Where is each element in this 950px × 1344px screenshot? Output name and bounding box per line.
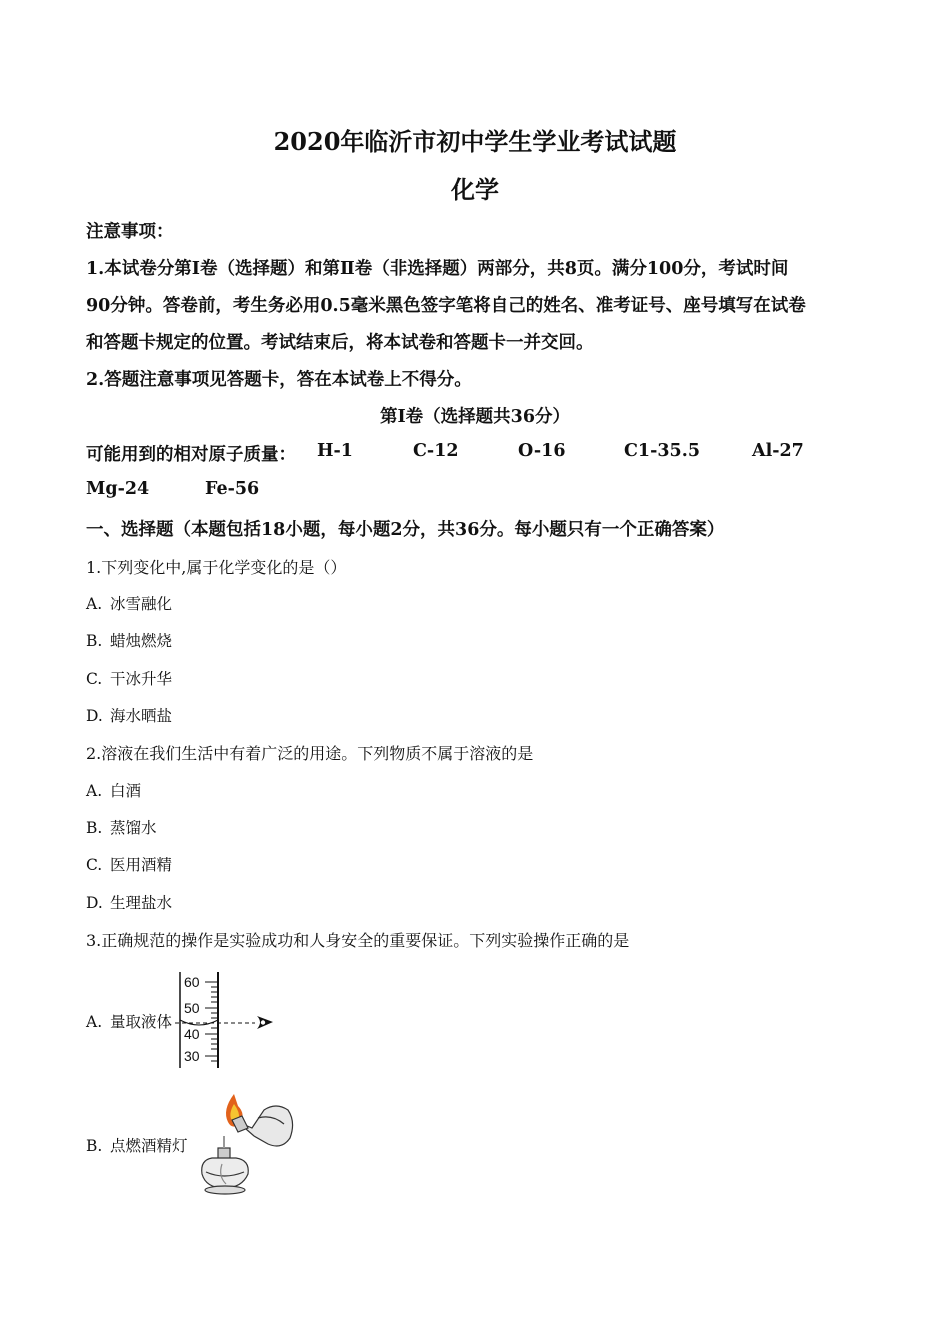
atomic-mass-fe: Fe-56 [205, 479, 260, 499]
question-3-option-b [86, 1134, 188, 1156]
cylinder-label-30: 30 [184, 1048, 200, 1064]
option-text: 点燃酒精灯 [110, 1137, 188, 1155]
atomic-mass-cl: C1-35.5 [624, 441, 700, 461]
option-letter: A. [86, 595, 103, 613]
exam-subject: 化学 [451, 175, 499, 204]
option-text: 蜡烛燃烧 [110, 632, 173, 650]
atomic-mass-mg: Mg-24 [86, 479, 150, 499]
notice-line-4: 2.答题注意事项见答题卡，答在本试卷上不得分。 [86, 370, 472, 390]
notice-line-1: 1.本试卷分第Ⅰ卷（选择题）和第Ⅱ卷（非选择题）两部分，共8页。满分100分，考试时间 [86, 259, 789, 279]
exam-title: 2020年临沂市初中学生学业考试试题 [273, 127, 677, 156]
part1-heading: 第I卷（选择题共36分） [379, 407, 571, 427]
question-2-option-a [86, 779, 141, 801]
atomic-mass-o: O-16 [518, 441, 566, 461]
eye-icon [257, 1016, 273, 1029]
option-text: 白酒 [110, 782, 142, 800]
option-letter: D. [86, 894, 103, 912]
notice-heading: 注意事项： [86, 222, 174, 242]
graduated-cylinder-figure [175, 970, 285, 1070]
question-2-option-c [86, 853, 172, 875]
question-3-option-a [86, 1010, 172, 1032]
question-1-option-a [86, 592, 172, 614]
option-letter: A. [86, 1013, 103, 1031]
option-letter: A. [86, 782, 103, 800]
question-1-option-b [86, 629, 172, 651]
option-text: 海水晒盐 [110, 707, 173, 725]
cylinder-label-40: 40 [184, 1026, 200, 1042]
atomic-mass-c: C-12 [413, 441, 459, 461]
question-1-stem: 1.下列变化中,属于化学变化的是（） [86, 558, 347, 577]
atomic-mass-label: 可能用到的相对原子质量： [86, 445, 296, 465]
question-1-option-c [86, 667, 172, 689]
option-letter: B. [86, 1137, 103, 1155]
upright-lamp-icon [202, 1136, 249, 1194]
question-3-stem: 3.正确规范的操作是实验成功和人身安全的重要保证。下列实验操作正确的是 [86, 931, 630, 950]
atomic-mass-al: Al-27 [752, 441, 804, 461]
section1-heading: 一、选择题（本题包括18小题，每小题2分，共36分。每小题只有一个正确答案） [86, 520, 725, 540]
option-letter: C. [86, 856, 103, 874]
notice-line-2: 90分钟。答卷前，考生务必用0.5毫米黑色签字笔将自己的姓名、准考证号、座号填写在试卷 [86, 296, 806, 316]
atomic-mass-h: H-1 [317, 441, 353, 461]
option-letter: D. [86, 707, 103, 725]
alcohol-lamp-figure [192, 1088, 302, 1198]
option-text: 医用酒精 [110, 856, 173, 874]
cylinder-label-50: 50 [184, 1000, 200, 1016]
option-text: 蒸馏水 [110, 819, 157, 837]
option-text: 干冰升华 [110, 670, 173, 688]
option-letter: B. [86, 819, 103, 837]
option-text: 冰雪融化 [110, 595, 173, 613]
option-letter: C. [86, 670, 103, 688]
option-text: 量取液体 [110, 1013, 173, 1031]
question-2-option-b [86, 816, 157, 838]
option-letter: B. [86, 632, 103, 650]
cylinder-label-60: 60 [184, 974, 200, 990]
option-text: 生理盐水 [110, 894, 173, 912]
question-1-option-d [86, 704, 172, 726]
notice-line-3: 和答题卡规定的位置。考试结束后，将本试卷和答题卡一并交回。 [86, 333, 594, 353]
question-2-option-d [86, 891, 172, 913]
question-2-stem: 2.溶液在我们生活中有着广泛的用途。下列物质不属于溶液的是 [86, 744, 534, 763]
